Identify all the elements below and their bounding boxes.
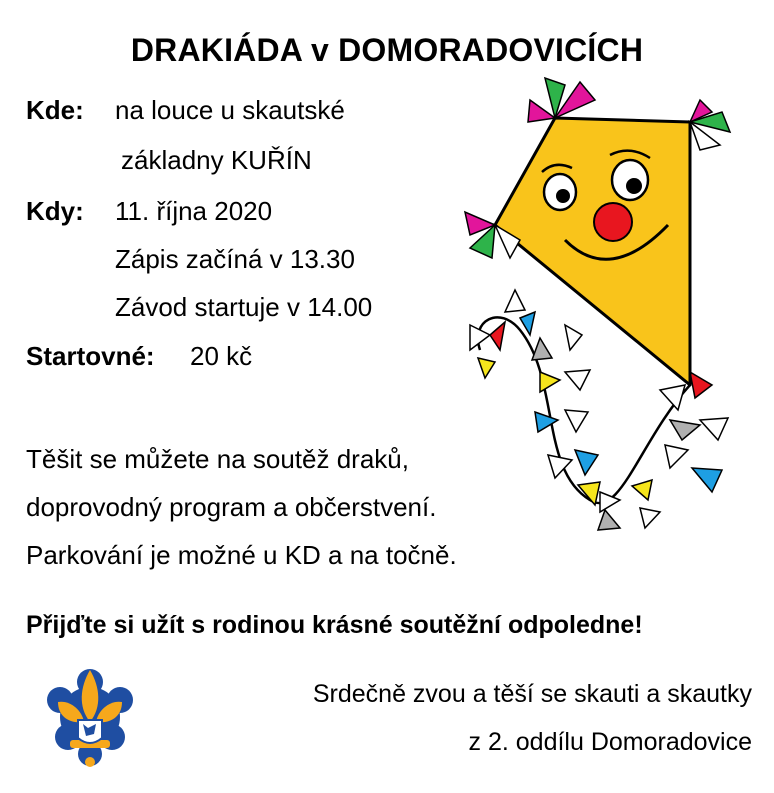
when-start: Závod startuje v 14.00	[115, 292, 373, 322]
scout-lily-logo-icon	[40, 662, 140, 770]
when-label: Kdy:	[26, 196, 84, 226]
signature-line-1: Srdečně zvou a těší se skauti a skautky	[312, 680, 752, 708]
page-title: DRAKIÁDA v DOMORADOVICÍCH	[130, 32, 644, 68]
fee-label: Startovné:	[26, 341, 155, 371]
when-date: 11. října 2020	[115, 196, 273, 226]
signature-line-2: z 2. oddílu Domoradovice	[468, 728, 752, 756]
call-to-action: Přijďte si užít s rodinou krásné soutěžní odpoledne!	[26, 611, 643, 639]
where-line-1: na louce u skautské	[115, 95, 345, 125]
kite-icon	[440, 70, 760, 540]
where-label: Kde:	[26, 95, 84, 125]
when-registration: Zápis začíná v 13.30	[115, 244, 355, 274]
info-line-2: doprovodný program a občerstvení.	[26, 492, 437, 522]
where-line-2: základny KUŘÍN	[121, 145, 312, 175]
fee-value: 20 kč	[190, 341, 253, 371]
info-line-3: Parkování je možné u KD a na točně.	[26, 540, 457, 570]
info-line-1: Těšit se můžete na soutěž draků,	[26, 444, 409, 474]
